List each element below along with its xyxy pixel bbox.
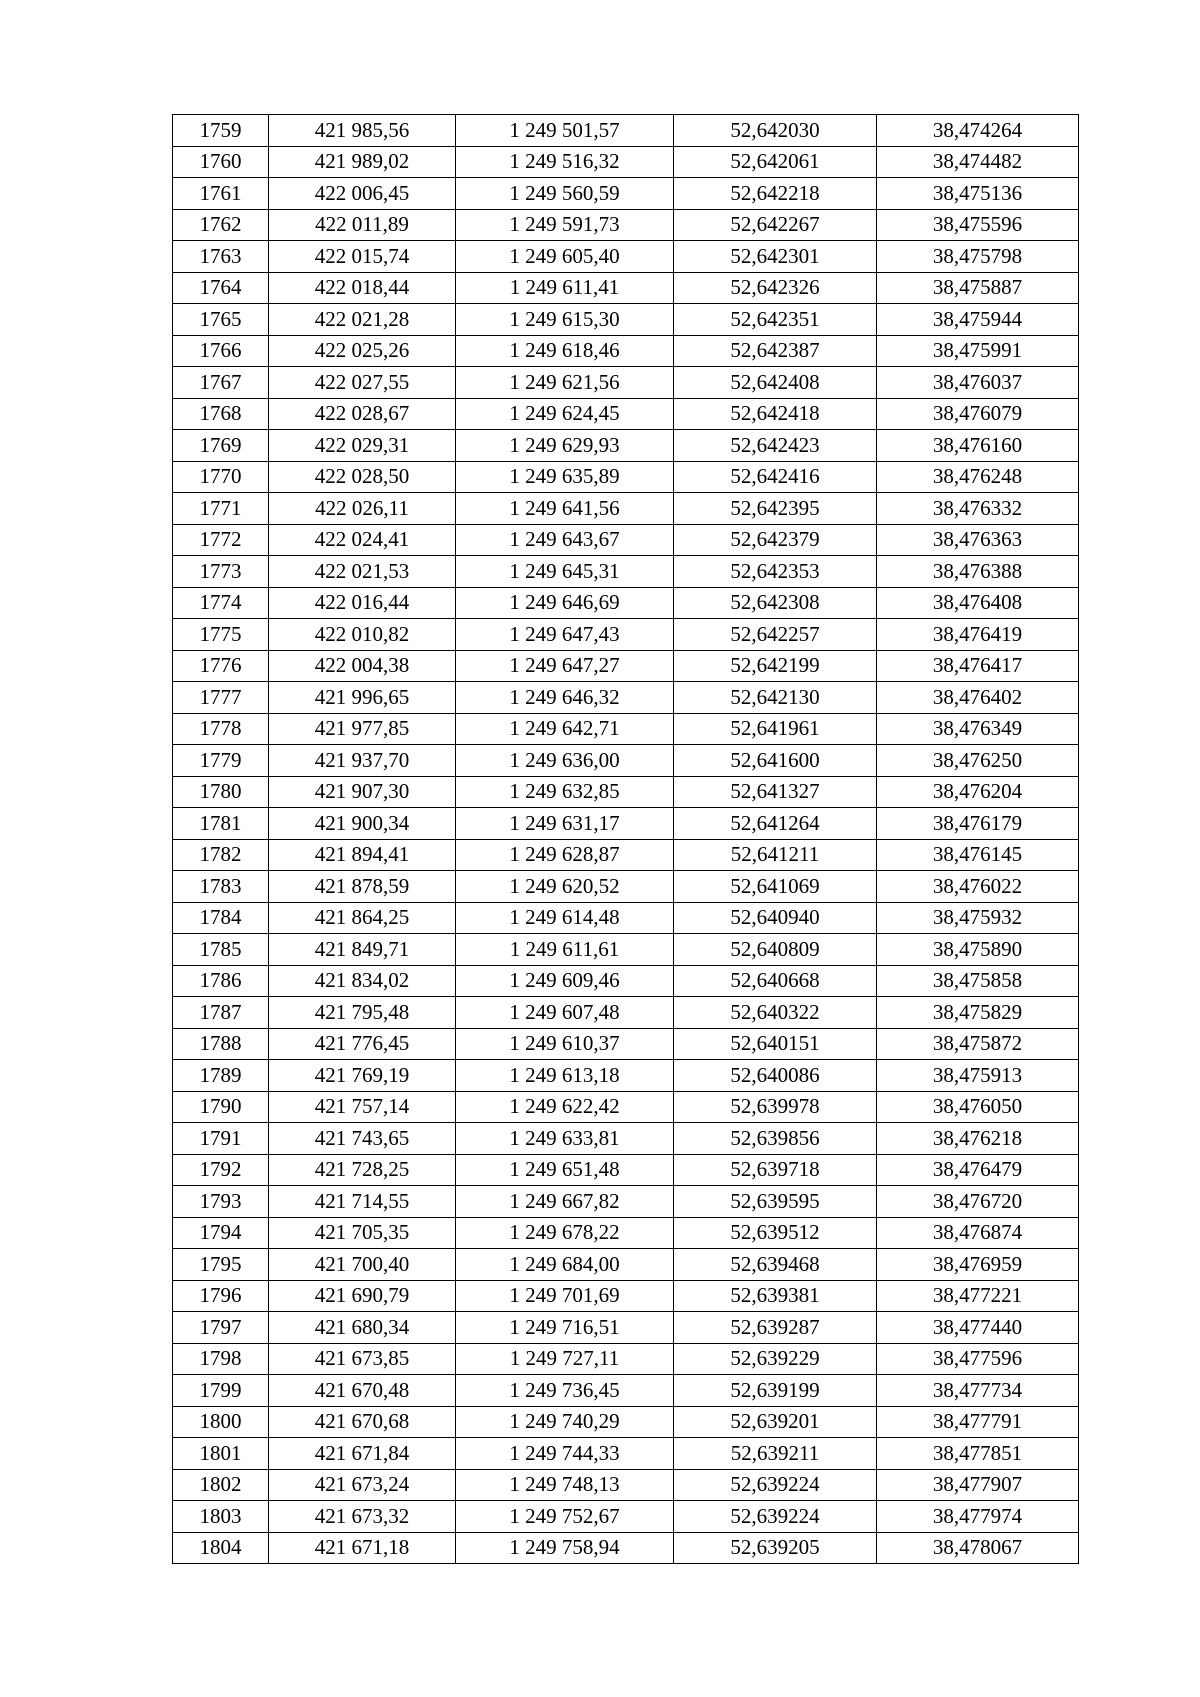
longitude-cell: 38,476349 bbox=[877, 713, 1079, 745]
table-row bbox=[173, 335, 1079, 367]
x-coordinate-cell: 421 670,68 bbox=[269, 1406, 456, 1438]
y-coordinate-cell: 1 249 716,51 bbox=[456, 1312, 674, 1344]
y-coordinate-cell: 1 249 740,29 bbox=[456, 1406, 674, 1438]
table-row bbox=[173, 619, 1079, 651]
latitude-cell: 52,639468 bbox=[674, 1249, 877, 1281]
table-row bbox=[173, 839, 1079, 871]
latitude-cell: 52,639287 bbox=[674, 1312, 877, 1344]
table-row bbox=[173, 1312, 1079, 1344]
table-row bbox=[173, 461, 1079, 493]
latitude-cell: 52,639199 bbox=[674, 1375, 877, 1407]
table-row bbox=[173, 871, 1079, 903]
latitude-cell: 52,642267 bbox=[674, 209, 877, 241]
point-number-cell: 1783 bbox=[173, 871, 269, 903]
x-coordinate-cell: 421 705,35 bbox=[269, 1217, 456, 1249]
coordinates-table-body bbox=[173, 115, 1079, 1564]
y-coordinate-cell: 1 249 643,67 bbox=[456, 524, 674, 556]
table-row bbox=[173, 1406, 1079, 1438]
table-row bbox=[173, 776, 1079, 808]
longitude-cell: 38,476022 bbox=[877, 871, 1079, 903]
longitude-cell: 38,475596 bbox=[877, 209, 1079, 241]
longitude-cell: 38,474482 bbox=[877, 146, 1079, 178]
point-number-cell: 1761 bbox=[173, 178, 269, 210]
point-number-cell: 1778 bbox=[173, 713, 269, 745]
point-number-cell: 1777 bbox=[173, 682, 269, 714]
x-coordinate-cell: 422 006,45 bbox=[269, 178, 456, 210]
x-coordinate-cell: 421 977,85 bbox=[269, 713, 456, 745]
table-row bbox=[173, 965, 1079, 997]
point-number-cell: 1785 bbox=[173, 934, 269, 966]
longitude-cell: 38,477221 bbox=[877, 1280, 1079, 1312]
latitude-cell: 52,640940 bbox=[674, 902, 877, 934]
latitude-cell: 52,642030 bbox=[674, 115, 877, 147]
latitude-cell: 52,642130 bbox=[674, 682, 877, 714]
point-number-cell: 1797 bbox=[173, 1312, 269, 1344]
latitude-cell: 52,641961 bbox=[674, 713, 877, 745]
point-number-cell: 1801 bbox=[173, 1438, 269, 1470]
latitude-cell: 52,639718 bbox=[674, 1154, 877, 1186]
point-number-cell: 1765 bbox=[173, 304, 269, 336]
longitude-cell: 38,475932 bbox=[877, 902, 1079, 934]
x-coordinate-cell: 421 700,40 bbox=[269, 1249, 456, 1281]
point-number-cell: 1782 bbox=[173, 839, 269, 871]
point-number-cell: 1794 bbox=[173, 1217, 269, 1249]
y-coordinate-cell: 1 249 701,69 bbox=[456, 1280, 674, 1312]
latitude-cell: 52,640809 bbox=[674, 934, 877, 966]
y-coordinate-cell: 1 249 748,13 bbox=[456, 1469, 674, 1501]
x-coordinate-cell: 422 021,53 bbox=[269, 556, 456, 588]
table-row bbox=[173, 556, 1079, 588]
table-row bbox=[173, 745, 1079, 777]
latitude-cell: 52,639512 bbox=[674, 1217, 877, 1249]
y-coordinate-cell: 1 249 736,45 bbox=[456, 1375, 674, 1407]
table-row bbox=[173, 398, 1079, 430]
point-number-cell: 1784 bbox=[173, 902, 269, 934]
x-coordinate-cell: 421 671,84 bbox=[269, 1438, 456, 1470]
latitude-cell: 52,642308 bbox=[674, 587, 877, 619]
point-number-cell: 1790 bbox=[173, 1091, 269, 1123]
x-coordinate-cell: 422 016,44 bbox=[269, 587, 456, 619]
y-coordinate-cell: 1 249 615,30 bbox=[456, 304, 674, 336]
longitude-cell: 38,476079 bbox=[877, 398, 1079, 430]
point-number-cell: 1793 bbox=[173, 1186, 269, 1218]
point-number-cell: 1763 bbox=[173, 241, 269, 273]
point-number-cell: 1802 bbox=[173, 1469, 269, 1501]
table-row bbox=[173, 1438, 1079, 1470]
coordinates-table bbox=[172, 114, 1079, 1564]
y-coordinate-cell: 1 249 624,45 bbox=[456, 398, 674, 430]
latitude-cell: 52,639229 bbox=[674, 1343, 877, 1375]
latitude-cell: 52,640151 bbox=[674, 1028, 877, 1060]
longitude-cell: 38,475887 bbox=[877, 272, 1079, 304]
latitude-cell: 52,639381 bbox=[674, 1280, 877, 1312]
longitude-cell: 38,475944 bbox=[877, 304, 1079, 336]
latitude-cell: 52,639201 bbox=[674, 1406, 877, 1438]
y-coordinate-cell: 1 249 610,37 bbox=[456, 1028, 674, 1060]
y-coordinate-cell: 1 249 647,43 bbox=[456, 619, 674, 651]
longitude-cell: 38,476037 bbox=[877, 367, 1079, 399]
point-number-cell: 1767 bbox=[173, 367, 269, 399]
table-row bbox=[173, 997, 1079, 1029]
x-coordinate-cell: 421 849,71 bbox=[269, 934, 456, 966]
y-coordinate-cell: 1 249 646,32 bbox=[456, 682, 674, 714]
y-coordinate-cell: 1 249 607,48 bbox=[456, 997, 674, 1029]
latitude-cell: 52,639595 bbox=[674, 1186, 877, 1218]
longitude-cell: 38,476388 bbox=[877, 556, 1079, 588]
longitude-cell: 38,475798 bbox=[877, 241, 1079, 273]
table-row bbox=[173, 493, 1079, 525]
point-number-cell: 1768 bbox=[173, 398, 269, 430]
latitude-cell: 52,642326 bbox=[674, 272, 877, 304]
point-number-cell: 1776 bbox=[173, 650, 269, 682]
x-coordinate-cell: 421 907,30 bbox=[269, 776, 456, 808]
point-number-cell: 1798 bbox=[173, 1343, 269, 1375]
latitude-cell: 52,641600 bbox=[674, 745, 877, 777]
longitude-cell: 38,477907 bbox=[877, 1469, 1079, 1501]
x-coordinate-cell: 422 018,44 bbox=[269, 272, 456, 304]
x-coordinate-cell: 421 690,79 bbox=[269, 1280, 456, 1312]
latitude-cell: 52,640086 bbox=[674, 1060, 877, 1092]
longitude-cell: 38,476218 bbox=[877, 1123, 1079, 1155]
y-coordinate-cell: 1 249 631,17 bbox=[456, 808, 674, 840]
table-row bbox=[173, 650, 1079, 682]
x-coordinate-cell: 421 989,02 bbox=[269, 146, 456, 178]
x-coordinate-cell: 422 024,41 bbox=[269, 524, 456, 556]
y-coordinate-cell: 1 249 591,73 bbox=[456, 209, 674, 241]
x-coordinate-cell: 421 985,56 bbox=[269, 115, 456, 147]
longitude-cell: 38,476874 bbox=[877, 1217, 1079, 1249]
latitude-cell: 52,642301 bbox=[674, 241, 877, 273]
latitude-cell: 52,641211 bbox=[674, 839, 877, 871]
table-row bbox=[173, 1028, 1079, 1060]
table-row bbox=[173, 178, 1079, 210]
x-coordinate-cell: 421 834,02 bbox=[269, 965, 456, 997]
x-coordinate-cell: 421 757,14 bbox=[269, 1091, 456, 1123]
x-coordinate-cell: 422 011,89 bbox=[269, 209, 456, 241]
table-row bbox=[173, 1060, 1079, 1092]
table-row bbox=[173, 1123, 1079, 1155]
x-coordinate-cell: 421 769,19 bbox=[269, 1060, 456, 1092]
x-coordinate-cell: 422 028,50 bbox=[269, 461, 456, 493]
table-row bbox=[173, 115, 1079, 147]
table-row bbox=[173, 1154, 1079, 1186]
point-number-cell: 1800 bbox=[173, 1406, 269, 1438]
longitude-cell: 38,476179 bbox=[877, 808, 1079, 840]
latitude-cell: 52,641069 bbox=[674, 871, 877, 903]
x-coordinate-cell: 421 900,34 bbox=[269, 808, 456, 840]
table-row bbox=[173, 241, 1079, 273]
longitude-cell: 38,476050 bbox=[877, 1091, 1079, 1123]
point-number-cell: 1770 bbox=[173, 461, 269, 493]
y-coordinate-cell: 1 249 501,57 bbox=[456, 115, 674, 147]
x-coordinate-cell: 422 010,82 bbox=[269, 619, 456, 651]
table-row bbox=[173, 430, 1079, 462]
point-number-cell: 1766 bbox=[173, 335, 269, 367]
y-coordinate-cell: 1 249 752,67 bbox=[456, 1501, 674, 1533]
x-coordinate-cell: 421 776,45 bbox=[269, 1028, 456, 1060]
y-coordinate-cell: 1 249 628,87 bbox=[456, 839, 674, 871]
y-coordinate-cell: 1 249 647,27 bbox=[456, 650, 674, 682]
table-row bbox=[173, 1186, 1079, 1218]
y-coordinate-cell: 1 249 614,48 bbox=[456, 902, 674, 934]
y-coordinate-cell: 1 249 560,59 bbox=[456, 178, 674, 210]
y-coordinate-cell: 1 249 621,56 bbox=[456, 367, 674, 399]
longitude-cell: 38,476160 bbox=[877, 430, 1079, 462]
x-coordinate-cell: 422 021,28 bbox=[269, 304, 456, 336]
longitude-cell: 38,476204 bbox=[877, 776, 1079, 808]
latitude-cell: 52,642218 bbox=[674, 178, 877, 210]
x-coordinate-cell: 421 673,24 bbox=[269, 1469, 456, 1501]
latitude-cell: 52,642379 bbox=[674, 524, 877, 556]
latitude-cell: 52,642423 bbox=[674, 430, 877, 462]
longitude-cell: 38,476959 bbox=[877, 1249, 1079, 1281]
latitude-cell: 52,642418 bbox=[674, 398, 877, 430]
x-coordinate-cell: 421 937,70 bbox=[269, 745, 456, 777]
longitude-cell: 38,476419 bbox=[877, 619, 1079, 651]
latitude-cell: 52,642395 bbox=[674, 493, 877, 525]
point-number-cell: 1760 bbox=[173, 146, 269, 178]
longitude-cell: 38,478067 bbox=[877, 1532, 1079, 1564]
y-coordinate-cell: 1 249 632,85 bbox=[456, 776, 674, 808]
y-coordinate-cell: 1 249 516,32 bbox=[456, 146, 674, 178]
point-number-cell: 1804 bbox=[173, 1532, 269, 1564]
longitude-cell: 38,475991 bbox=[877, 335, 1079, 367]
longitude-cell: 38,475913 bbox=[877, 1060, 1079, 1092]
latitude-cell: 52,642061 bbox=[674, 146, 877, 178]
latitude-cell: 52,639856 bbox=[674, 1123, 877, 1155]
point-number-cell: 1762 bbox=[173, 209, 269, 241]
table-row bbox=[173, 1375, 1079, 1407]
point-number-cell: 1803 bbox=[173, 1501, 269, 1533]
point-number-cell: 1788 bbox=[173, 1028, 269, 1060]
point-number-cell: 1771 bbox=[173, 493, 269, 525]
y-coordinate-cell: 1 249 641,56 bbox=[456, 493, 674, 525]
y-coordinate-cell: 1 249 645,31 bbox=[456, 556, 674, 588]
y-coordinate-cell: 1 249 684,00 bbox=[456, 1249, 674, 1281]
table-row bbox=[173, 1501, 1079, 1533]
longitude-cell: 38,476720 bbox=[877, 1186, 1079, 1218]
longitude-cell: 38,477851 bbox=[877, 1438, 1079, 1470]
table-row bbox=[173, 587, 1079, 619]
x-coordinate-cell: 421 864,25 bbox=[269, 902, 456, 934]
table-row bbox=[173, 272, 1079, 304]
x-coordinate-cell: 421 795,48 bbox=[269, 997, 456, 1029]
x-coordinate-cell: 421 670,48 bbox=[269, 1375, 456, 1407]
table-row bbox=[173, 808, 1079, 840]
longitude-cell: 38,476332 bbox=[877, 493, 1079, 525]
longitude-cell: 38,474264 bbox=[877, 115, 1079, 147]
point-number-cell: 1772 bbox=[173, 524, 269, 556]
longitude-cell: 38,476145 bbox=[877, 839, 1079, 871]
x-coordinate-cell: 422 026,11 bbox=[269, 493, 456, 525]
table-row bbox=[173, 682, 1079, 714]
point-number-cell: 1789 bbox=[173, 1060, 269, 1092]
longitude-cell: 38,476363 bbox=[877, 524, 1079, 556]
x-coordinate-cell: 421 878,59 bbox=[269, 871, 456, 903]
point-number-cell: 1769 bbox=[173, 430, 269, 462]
x-coordinate-cell: 421 728,25 bbox=[269, 1154, 456, 1186]
y-coordinate-cell: 1 249 609,46 bbox=[456, 965, 674, 997]
x-coordinate-cell: 421 671,18 bbox=[269, 1532, 456, 1564]
y-coordinate-cell: 1 249 727,11 bbox=[456, 1343, 674, 1375]
point-number-cell: 1781 bbox=[173, 808, 269, 840]
point-number-cell: 1799 bbox=[173, 1375, 269, 1407]
x-coordinate-cell: 421 673,32 bbox=[269, 1501, 456, 1533]
x-coordinate-cell: 421 743,65 bbox=[269, 1123, 456, 1155]
longitude-cell: 38,475136 bbox=[877, 178, 1079, 210]
y-coordinate-cell: 1 249 633,81 bbox=[456, 1123, 674, 1155]
y-coordinate-cell: 1 249 618,46 bbox=[456, 335, 674, 367]
y-coordinate-cell: 1 249 611,41 bbox=[456, 272, 674, 304]
longitude-cell: 38,476250 bbox=[877, 745, 1079, 777]
latitude-cell: 52,642416 bbox=[674, 461, 877, 493]
latitude-cell: 52,642387 bbox=[674, 335, 877, 367]
latitude-cell: 52,639205 bbox=[674, 1532, 877, 1564]
point-number-cell: 1780 bbox=[173, 776, 269, 808]
point-number-cell: 1759 bbox=[173, 115, 269, 147]
x-coordinate-cell: 421 894,41 bbox=[269, 839, 456, 871]
y-coordinate-cell: 1 249 629,93 bbox=[456, 430, 674, 462]
y-coordinate-cell: 1 249 667,82 bbox=[456, 1186, 674, 1218]
longitude-cell: 38,475858 bbox=[877, 965, 1079, 997]
table-row bbox=[173, 367, 1079, 399]
point-number-cell: 1796 bbox=[173, 1280, 269, 1312]
latitude-cell: 52,641264 bbox=[674, 808, 877, 840]
point-number-cell: 1773 bbox=[173, 556, 269, 588]
y-coordinate-cell: 1 249 613,18 bbox=[456, 1060, 674, 1092]
latitude-cell: 52,641327 bbox=[674, 776, 877, 808]
y-coordinate-cell: 1 249 651,48 bbox=[456, 1154, 674, 1186]
x-coordinate-cell: 422 028,67 bbox=[269, 398, 456, 430]
table-row bbox=[173, 524, 1079, 556]
x-coordinate-cell: 422 027,55 bbox=[269, 367, 456, 399]
y-coordinate-cell: 1 249 744,33 bbox=[456, 1438, 674, 1470]
x-coordinate-cell: 421 996,65 bbox=[269, 682, 456, 714]
table-row bbox=[173, 1091, 1079, 1123]
longitude-cell: 38,476402 bbox=[877, 682, 1079, 714]
longitude-cell: 38,477974 bbox=[877, 1501, 1079, 1533]
table-row bbox=[173, 1217, 1079, 1249]
longitude-cell: 38,477791 bbox=[877, 1406, 1079, 1438]
x-coordinate-cell: 422 015,74 bbox=[269, 241, 456, 273]
x-coordinate-cell: 422 025,26 bbox=[269, 335, 456, 367]
point-number-cell: 1774 bbox=[173, 587, 269, 619]
longitude-cell: 38,475872 bbox=[877, 1028, 1079, 1060]
latitude-cell: 52,640322 bbox=[674, 997, 877, 1029]
latitude-cell: 52,639211 bbox=[674, 1438, 877, 1470]
table-row bbox=[173, 713, 1079, 745]
table-row bbox=[173, 1343, 1079, 1375]
table-row bbox=[173, 146, 1079, 178]
table-row bbox=[173, 902, 1079, 934]
table-row bbox=[173, 1280, 1079, 1312]
y-coordinate-cell: 1 249 678,22 bbox=[456, 1217, 674, 1249]
table-row bbox=[173, 209, 1079, 241]
latitude-cell: 52,639224 bbox=[674, 1501, 877, 1533]
latitude-cell: 52,642257 bbox=[674, 619, 877, 651]
point-number-cell: 1795 bbox=[173, 1249, 269, 1281]
point-number-cell: 1786 bbox=[173, 965, 269, 997]
x-coordinate-cell: 421 680,34 bbox=[269, 1312, 456, 1344]
table-row bbox=[173, 1249, 1079, 1281]
latitude-cell: 52,639978 bbox=[674, 1091, 877, 1123]
point-number-cell: 1764 bbox=[173, 272, 269, 304]
y-coordinate-cell: 1 249 622,42 bbox=[456, 1091, 674, 1123]
x-coordinate-cell: 421 673,85 bbox=[269, 1343, 456, 1375]
y-coordinate-cell: 1 249 636,00 bbox=[456, 745, 674, 777]
latitude-cell: 52,642199 bbox=[674, 650, 877, 682]
x-coordinate-cell: 422 029,31 bbox=[269, 430, 456, 462]
longitude-cell: 38,477734 bbox=[877, 1375, 1079, 1407]
latitude-cell: 52,642353 bbox=[674, 556, 877, 588]
point-number-cell: 1775 bbox=[173, 619, 269, 651]
latitude-cell: 52,639224 bbox=[674, 1469, 877, 1501]
table-row bbox=[173, 1469, 1079, 1501]
y-coordinate-cell: 1 249 758,94 bbox=[456, 1532, 674, 1564]
longitude-cell: 38,475890 bbox=[877, 934, 1079, 966]
longitude-cell: 38,476417 bbox=[877, 650, 1079, 682]
y-coordinate-cell: 1 249 642,71 bbox=[456, 713, 674, 745]
x-coordinate-cell: 422 004,38 bbox=[269, 650, 456, 682]
longitude-cell: 38,477596 bbox=[877, 1343, 1079, 1375]
longitude-cell: 38,476479 bbox=[877, 1154, 1079, 1186]
longitude-cell: 38,477440 bbox=[877, 1312, 1079, 1344]
longitude-cell: 38,475829 bbox=[877, 997, 1079, 1029]
table-row bbox=[173, 304, 1079, 336]
y-coordinate-cell: 1 249 635,89 bbox=[456, 461, 674, 493]
point-number-cell: 1791 bbox=[173, 1123, 269, 1155]
point-number-cell: 1779 bbox=[173, 745, 269, 777]
latitude-cell: 52,640668 bbox=[674, 965, 877, 997]
x-coordinate-cell: 421 714,55 bbox=[269, 1186, 456, 1218]
y-coordinate-cell: 1 249 646,69 bbox=[456, 587, 674, 619]
y-coordinate-cell: 1 249 605,40 bbox=[456, 241, 674, 273]
longitude-cell: 38,476248 bbox=[877, 461, 1079, 493]
y-coordinate-cell: 1 249 611,61 bbox=[456, 934, 674, 966]
point-number-cell: 1792 bbox=[173, 1154, 269, 1186]
longitude-cell: 38,476408 bbox=[877, 587, 1079, 619]
point-number-cell: 1787 bbox=[173, 997, 269, 1029]
y-coordinate-cell: 1 249 620,52 bbox=[456, 871, 674, 903]
table-row bbox=[173, 1532, 1079, 1564]
table-row bbox=[173, 934, 1079, 966]
latitude-cell: 52,642351 bbox=[674, 304, 877, 336]
latitude-cell: 52,642408 bbox=[674, 367, 877, 399]
